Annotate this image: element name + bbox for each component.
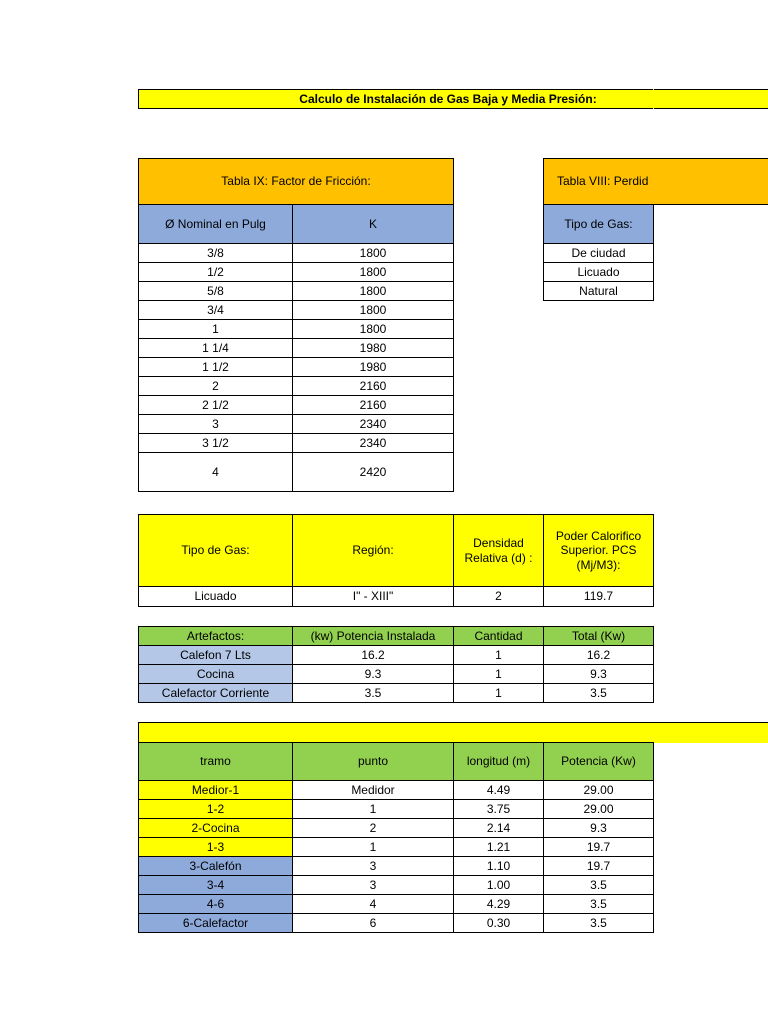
tramo-name-cell: 2-Cocina xyxy=(138,818,293,838)
table-ix-k-cell: 1800 xyxy=(292,300,454,320)
tramo-punto-cell: Medidor xyxy=(292,780,454,800)
table-ix-diameter-cell: 4 xyxy=(138,452,293,492)
tramo-name-cell: 6-Calefactor xyxy=(138,913,293,933)
table-ix-diameter-cell: 1/2 xyxy=(138,262,293,282)
artefacto-potencia-cell: 3.5 xyxy=(292,683,454,703)
table-ix-title: Tabla IX: Factor de Fricción: xyxy=(138,158,454,205)
table-viii-header: Tipo de Gas: xyxy=(543,204,654,244)
gas-cell-tipo: Licuado xyxy=(138,586,293,607)
artefactos-header-potencia: (kw) Potencia Instalada xyxy=(292,626,454,646)
table-ix-k-cell: 2420 xyxy=(292,452,454,492)
artefacto-cantidad-cell: 1 xyxy=(453,664,544,684)
table-viii-title-text: Tabla VIII: Perdid xyxy=(557,174,649,189)
gas-header-tipo: Tipo de Gas: xyxy=(138,514,293,587)
table-ix-k-cell: 2160 xyxy=(292,376,454,396)
table-ix-diameter-cell: 1 xyxy=(138,319,293,339)
tramo-punto-cell: 4 xyxy=(292,894,454,914)
tramo-longitud-cell: 1.21 xyxy=(453,837,544,857)
table-ix-diameter-cell: 3/4 xyxy=(138,300,293,320)
tramos-header-potencia: Potencia (Kw) xyxy=(543,742,654,781)
artefacto-total-cell: 16.2 xyxy=(543,645,654,665)
gas-cell-pcs: 119.7 xyxy=(543,586,654,607)
table-ix-diameter-cell: 3 1/2 xyxy=(138,433,293,453)
gas-header-densidad: Densidad Relativa (d) : xyxy=(453,514,544,587)
table-ix-k-cell: 2340 xyxy=(292,433,454,453)
table-ix-k-cell: 1800 xyxy=(292,319,454,339)
table-ix-diameter-cell: 3 xyxy=(138,414,293,434)
table-ix-k-cell: 1800 xyxy=(292,243,454,263)
tramos-banner xyxy=(138,722,768,743)
tramo-potencia-cell: 3.5 xyxy=(543,894,654,914)
table-ix-k-cell: 1800 xyxy=(292,281,454,301)
tramo-longitud-cell: 4.29 xyxy=(453,894,544,914)
tramo-potencia-cell: 3.5 xyxy=(543,875,654,895)
table-ix-diameter-cell: 2 xyxy=(138,376,293,396)
table-ix-diameter-cell: 1 1/2 xyxy=(138,357,293,377)
artefacto-name-cell: Calefactor Corriente xyxy=(138,683,293,703)
artefactos-header-total: Total (Kw) xyxy=(543,626,654,646)
artefacto-cantidad-cell: 1 xyxy=(453,645,544,665)
tramos-header-tramo: tramo xyxy=(138,742,293,781)
table-ix-header-k: K xyxy=(292,204,454,244)
tramo-name-cell: 3-Calefón xyxy=(138,856,293,876)
artefactos-header-name: Artefactos: xyxy=(138,626,293,646)
gas-cell-region: I" - XIII" xyxy=(292,586,454,607)
artefacto-name-cell: Calefon 7 Lts xyxy=(138,645,293,665)
table-viii-title xyxy=(543,158,768,205)
artefacto-name-cell: Cocina xyxy=(138,664,293,684)
artefactos-header-cantidad: Cantidad xyxy=(453,626,544,646)
tramo-potencia-cell: 3.5 xyxy=(543,913,654,933)
table-ix-k-cell: 1980 xyxy=(292,357,454,377)
tramos-header-punto: punto xyxy=(292,742,454,781)
tramo-punto-cell: 1 xyxy=(292,837,454,857)
tramo-potencia-cell: 29.00 xyxy=(543,799,654,819)
tramo-name-cell: 1-3 xyxy=(138,837,293,857)
gas-cell-densidad: 2 xyxy=(453,586,544,607)
tramo-longitud-cell: 4.49 xyxy=(453,780,544,800)
artefacto-potencia-cell: 9.3 xyxy=(292,664,454,684)
table-ix-diameter-cell: 3/8 xyxy=(138,243,293,263)
tramo-name-cell: 1-2 xyxy=(138,799,293,819)
table-viii-gas-cell: De ciudad xyxy=(543,243,654,263)
tramos-header-longitud: longitud (m) xyxy=(453,742,544,781)
tramo-punto-cell: 3 xyxy=(292,875,454,895)
table-ix-diameter-cell: 2 1/2 xyxy=(138,395,293,415)
tramo-punto-cell: 6 xyxy=(292,913,454,933)
tramo-name-cell: 4-6 xyxy=(138,894,293,914)
title-bar-divider xyxy=(653,89,654,109)
tramo-name-cell: Medior-1 xyxy=(138,780,293,800)
artefacto-total-cell: 9.3 xyxy=(543,664,654,684)
tramo-punto-cell: 2 xyxy=(292,818,454,838)
gas-header-pcs: Poder Calorifico Superior. PCS (Mj/M3): xyxy=(543,514,654,587)
table-viii-gas-cell: Licuado xyxy=(543,262,654,282)
tramo-longitud-cell: 0.30 xyxy=(453,913,544,933)
tramo-longitud-cell: 1.00 xyxy=(453,875,544,895)
gas-header-region: Región: xyxy=(292,514,454,587)
tramo-punto-cell: 3 xyxy=(292,856,454,876)
artefacto-potencia-cell: 16.2 xyxy=(292,645,454,665)
tramo-potencia-cell: 29.00 xyxy=(543,780,654,800)
tramo-name-cell: 3-4 xyxy=(138,875,293,895)
artefacto-total-cell: 3.5 xyxy=(543,683,654,703)
tramo-longitud-cell: 1.10 xyxy=(453,856,544,876)
table-ix-diameter-cell: 1 1/4 xyxy=(138,338,293,358)
table-ix-diameter-cell: 5/8 xyxy=(138,281,293,301)
tramo-longitud-cell: 2.14 xyxy=(453,818,544,838)
tramo-longitud-cell: 3.75 xyxy=(453,799,544,819)
table-ix-k-cell: 2160 xyxy=(292,395,454,415)
tramo-potencia-cell: 19.7 xyxy=(543,837,654,857)
page-title: Calculo de Instalación de Gas Baja y Media Presión: xyxy=(299,92,597,106)
table-ix-header-diameter: Ø Nominal en Pulg xyxy=(138,204,293,244)
tramo-potencia-cell: 19.7 xyxy=(543,856,654,876)
table-viii-gas-cell: Natural xyxy=(543,281,654,301)
table-ix-k-cell: 1980 xyxy=(292,338,454,358)
table-ix-k-cell: 1800 xyxy=(292,262,454,282)
tramo-punto-cell: 1 xyxy=(292,799,454,819)
table-ix-k-cell: 2340 xyxy=(292,414,454,434)
artefacto-cantidad-cell: 1 xyxy=(453,683,544,703)
tramo-potencia-cell: 9.3 xyxy=(543,818,654,838)
